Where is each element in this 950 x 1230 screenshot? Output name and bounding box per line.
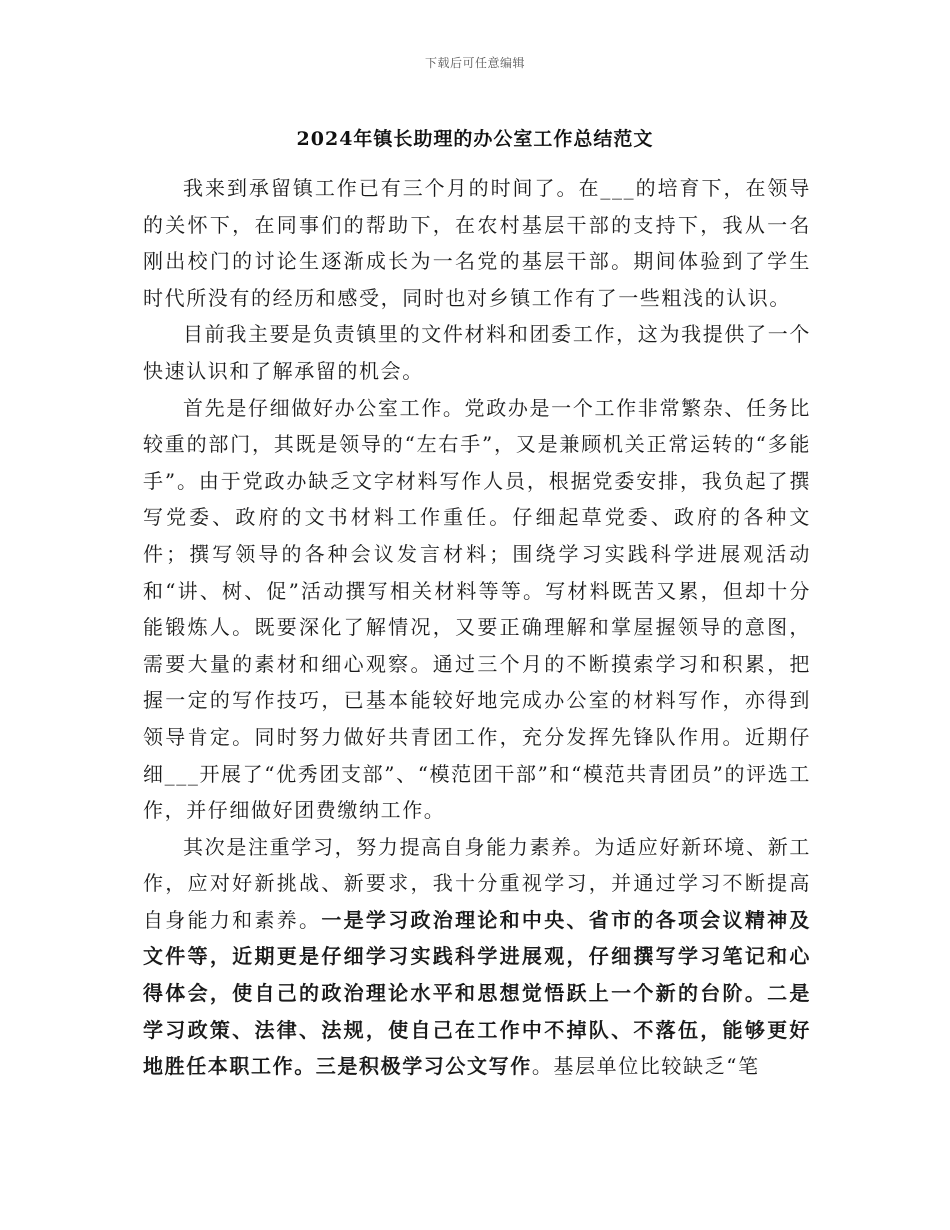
document-body	[143, 170, 811, 1085]
paragraph-4-intro: 其次是注重学习，努力提高自身能力素养。为适应好新环境、新工作，应对好新挑战、新要求，我十分重视学习，并通过学习不断提高自身能力和素养。	[143, 834, 811, 932]
paragraph-4-tail: 。基层单位比较缺乏“笔	[531, 1054, 760, 1079]
paragraph-4	[143, 829, 811, 1085]
paragraph-3: 首先是仔细做好办公室工作。党政办是一个工作非常繁杂、任务比较重的部门，其既是领导的“左右手”，又是兼顾机关正常运转的“多能手”。由于党政办缺乏文字材料写作人员，根据党委安排，我负起了撰写党委、政府的文书材料工作重任。仔细起草党委、政府的各种文件；撰写领导的各种会议发言材料；围绕学习实践科学进展观活动和“讲、树、促”活动撰写相关材料等等。写材料既苦又累，但却十分能锻炼人。既要深化了解情况，又要正确理解和掌屋握领导的意图，需要大量的素材和细心观察。通过三个月的不断摸索学习和积累，把握一定的写作技巧，已基本能较好地完成办公室的材料写作，亦得到领导肯定。同时努力做好共青团工作，充分发挥先锋队作用。近期仔细___开展了“优秀团支部”、“模范团干部”和“模范共青团员”的评选工作，并仔细做好团费缴纳工作。	[143, 395, 811, 823]
paragraph-1: 我来到承留镇工作已有三个月的时间了。在___的培育下，在领导的关怀下，在同事们的帮助下，在农村基层干部的支持下，我从一名刚出校门的讨论生逐渐成长为一名党的基层干部。期间体验到了学生时代所没有的经历和感受，同时也对乡镇工作有了一些粗浅的认识。	[143, 176, 811, 310]
header-note: 下载后可任意编辑	[424, 56, 525, 70]
paragraph-4-bold: 一是学习政治理论和中央、省市的各项会议精神及文件等，近期更是仔细学习实践科学进展观，仔细撰写学习笔记和心得体会，使自己的政治理论水平和思想觉悟跃上一个新的台阶。二是学习政策、法律、法规，使自己在工作中不掉队、不落伍，能够更好地胜任本职工作。三是积极学习公文写作	[143, 907, 811, 1079]
document-title: 2024年镇长助理的办公室工作总结范文	[296, 128, 654, 150]
paragraph-2: 目前我主要是负责镇里的文件材料和团委工作，这为我提供了一个快速认识和了解承留的机会。	[143, 322, 811, 383]
